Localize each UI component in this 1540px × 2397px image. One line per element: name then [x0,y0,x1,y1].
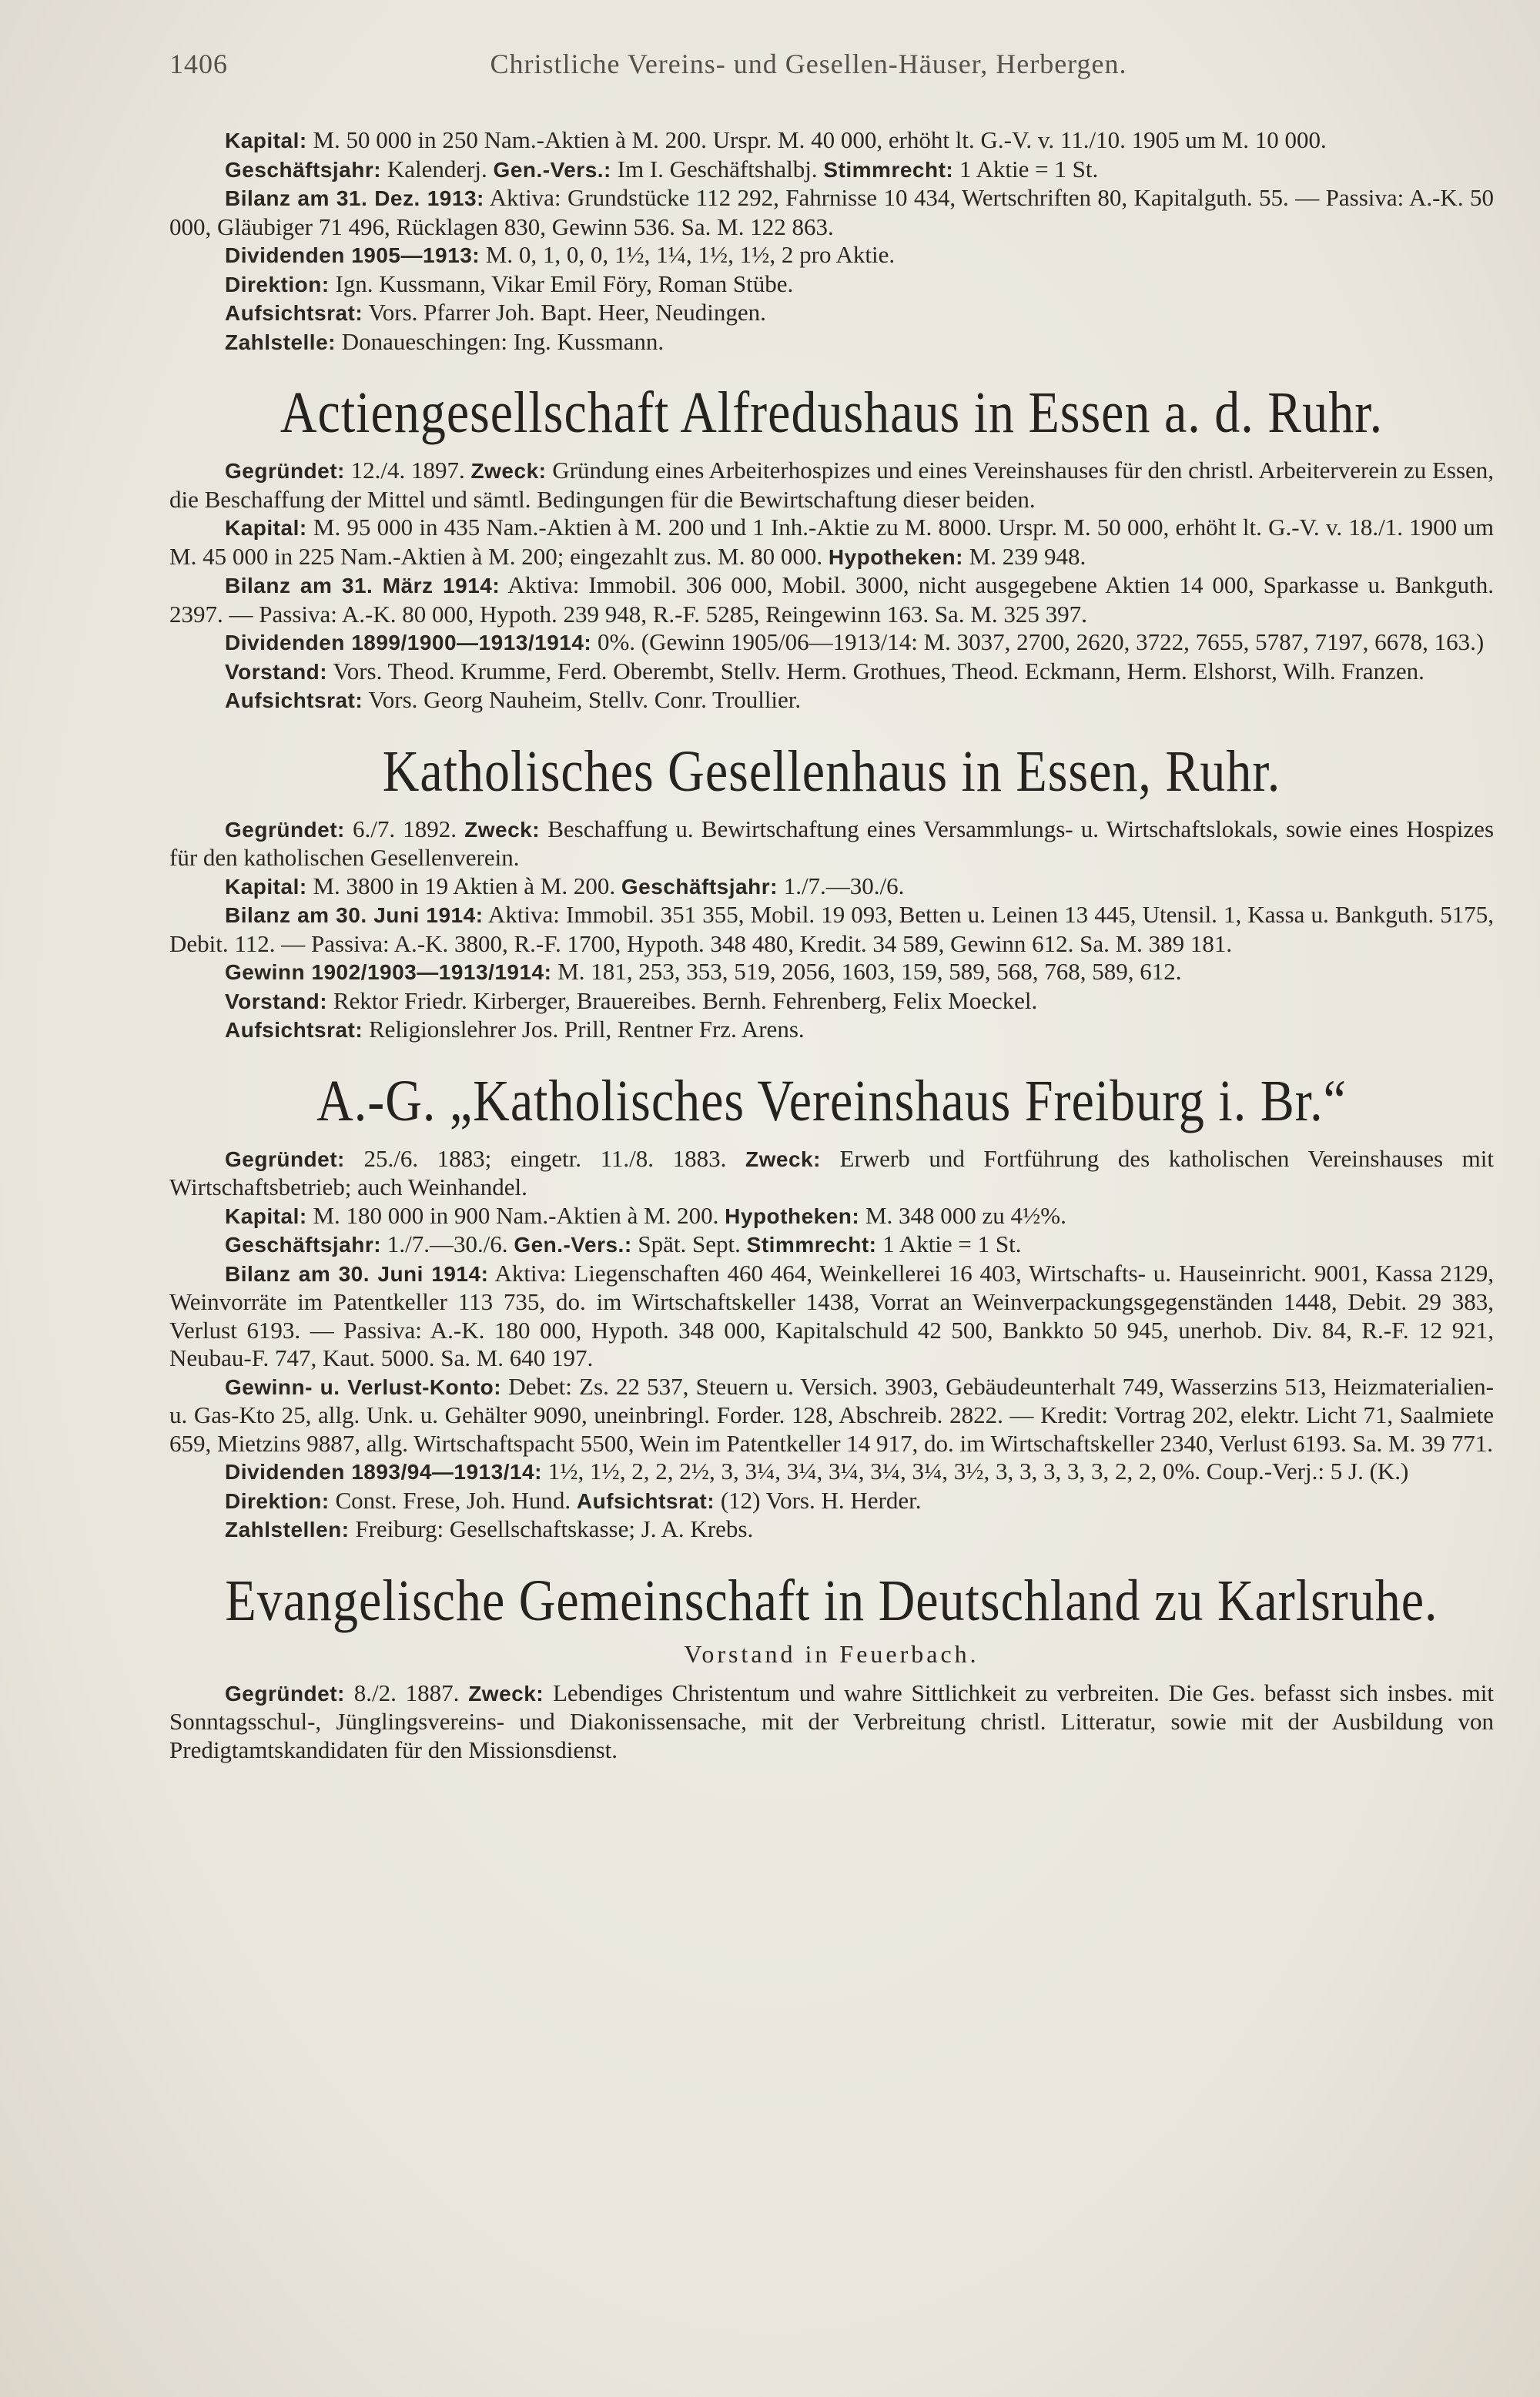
gewinn-paragraph [169,958,1494,987]
aufsichtsrat-label: Aufsichtsrat: [576,1488,715,1513]
geschaeftsjahr-label: Geschäftsjahr: [621,874,778,899]
aufsichtsrat-paragraph [169,686,1494,715]
hypotheken-text: M. 239 948. [969,542,1086,570]
kapital-label: Kapital: [225,1204,307,1228]
geschaeftsjahr-text: Kalenderj. [387,155,487,182]
dividenden-label: Dividenden 1905—1913: [225,243,480,267]
stimmrecht-text: 1 Aktie = 1 St. [882,1230,1022,1257]
direktion-paragraph [169,1487,1494,1516]
dividenden-text: 1½, 1½, 2, 2, 2½, 3, 3¼, 3¼, 3¼, 3¼, 3¼, 3½, 3, 3, 3, 3, 3, 2, 2, 0%. Coup.-Verj.: 5 J. (K.) [547,1458,1409,1485]
hypotheken-text: M. 348 000 zu 4½%. [865,1201,1066,1229]
aufsichtsrat-text: Religionslehrer Jos. Prill, Rentner Frz. Arens. [368,1016,805,1043]
genvers-text: Spät. Sept. [638,1230,741,1257]
gegruendet-text: 25./6. 1883; eingetr. 11./8. 1883. [363,1144,727,1172]
kapital-text: M. 95 000 in 435 Nam.-Aktien à M. 200 und 1 Inh.-Aktie zu M. 8000. Urspr. M. 50 000, erhöht lt. G.-V. v. 18./1. 1900 um M. 45 000 in 225 Nam.-Aktien à M. 200; eingezahlt zus. M. 80 000. [169,514,1495,570]
zahlstelle-label: Zahlstelle: [225,330,336,354]
geschaeftsjahr-label: Geschäftsjahr: [225,1233,382,1257]
page-number: 1406 [169,49,228,79]
gegruendet-text: 8./2. 1887. [353,1679,460,1706]
zahlstelle-paragraph [169,328,1494,357]
zahlstelle-text: Donaueschingen: Ing. Kussmann. [341,327,665,355]
kapital-label: Kapital: [225,129,307,152]
dividenden-label: Dividenden 1899/1900—1913/1914: [225,631,592,654]
geschaeftsjahr-text: 1./7.—30./6. [783,872,905,899]
zweck-label: Zweck: [464,817,541,842]
dividenden-label: Dividenden 1893/94—1913/14: [225,1460,542,1484]
entry-subtitle: Vorstand in Feuerbach. [684,1639,979,1668]
gegruendet-paragraph [169,1679,1494,1765]
gegruendet-paragraph [169,457,1494,514]
bilanz-text: Aktiva: Immobil. 306 000, Mobil. 3000, nicht ausgegebene Aktien 14 000, Sparkasse u. Bankguth. 2397. — Passiva: A.-K. 80 000, Hypoth. 239 948, R.-F. 5285, Reingewinn 163. Sa. M. 325 397. [169,571,1494,628]
entry-alfredushaus [169,380,1495,715]
dividenden-text: M. 0, 1, 0, 0, 1½, 1¼, 1½, 1½, 2 pro Aktie. [485,241,896,268]
direktion-label: Direktion: [225,272,330,296]
direktion-text: Ign. Kussmann, Vikar Emil Föry, Roman Stübe. [335,269,794,297]
bilanz-paragraph [169,1260,1494,1373]
dividenden-text: 0%. (Gewinn 1905/06—1913/14: M. 3037, 2700, 2620, 3722, 7655, 5787, 7197, 6678, 163.) [597,628,1485,655]
gewinnkonto-text: Debet: Zs. 22 537, Steuern u. Versich. 3903, Gebäudeunterhalt 749, Wasserzins 513, Heizmaterialien- u. Gas-Kto 25, allg. Unk. u. Gehälter 9090, uneinbringl. Forder. 128, Abschreib. 2822. — Kredit: Vortrag 202, elektr. Licht 71, Saalmiete 659, Mietzins 9887, allg. Wirtschaftspacht 5500, Wein im Patentkeller 14 917, do. im Wirtschaftskeller 2340, Verlust 6193. Sa. M. 39 771. [169,1372,1495,1457]
geschaeftsjahr-paragraph [169,1230,1494,1260]
gegruendet-label: Gegründet: [225,817,345,842]
bilanz-paragraph [169,571,1494,628]
vorstand-text: Vors. Theod. Krumme, Ferd. Oberembt, Stellv. Herm. Grothues, Theod. Eckmann, Herm. Elshorst, Wilh. Franzen. [333,657,1424,685]
entry-continued [169,126,1494,357]
geschaeftsjahr-text: 1./7.—30./6. [387,1230,508,1257]
gegruendet-paragraph [169,815,1494,872]
kapital-label: Kapital: [225,874,307,899]
direktion-paragraph [169,270,1494,300]
aufsichtsrat-label: Aufsichtsrat: [225,688,363,712]
gegruendet-text: 12./4. 1897. [350,457,465,484]
geschaeftsjahr-paragraph [169,156,1494,185]
bilanz-label: Bilanz am 31. März 1914: [225,574,500,598]
gewinn-text: M. 181, 253, 353, 519, 2056, 1603, 159, 589, 568, 768, 589, 612. [557,958,1182,985]
dividenden-paragraph [169,241,1494,270]
aufsichtsrat-paragraph [169,299,1494,328]
vorstand-paragraph [169,987,1494,1016]
aufsichtsrat-paragraph [169,1016,1494,1045]
hypotheken-label: Hypotheken: [725,1204,860,1228]
stimmrecht-text: 1 Aktie = 1 St. [959,155,1099,182]
gegruendet-paragraph [169,1145,1494,1202]
genvers-label: Gen.-Vers.: [514,1233,632,1257]
kapital-text: M. 180 000 in 900 Nam.-Aktien à M. 200. [313,1201,719,1229]
entry-title: A.-G. „Katholisches Vereinshaus Freiburg i. Br.“ [316,1068,1347,1133]
aufsichtsrat-label: Aufsichtsrat: [225,1018,363,1042]
direktion-label: Direktion: [225,1488,330,1513]
zweck-label: Zweck: [468,1681,544,1706]
hypotheken-label: Hypotheken: [828,544,963,569]
direktion-text: Const. Frese, Joh. Hund. [335,1486,571,1514]
zweck-text: Lebendiges Christentum und wahre Sittlichkeit zu verbreiten. Die Ges. befasst sich insbes. mit Sonntagsschul-, Jünglingsvereins- und Diakonissensache, mit der Verbreitung christl. Litteratur, sowie mit der Ausbildung von Predigtamtskandidaten für den Missionsdienst. [169,1679,1495,1763]
bilanz-paragraph [169,901,1494,958]
zweck-text: Erwerb und Fortführung des katholischen Vereinshauses mit Wirtschaftsbetrieb; auch Weinhandel. [169,1144,1495,1200]
zweck-label: Zweck: [470,459,547,483]
entry-title: Katholisches Gesellenhaus in Essen, Ruhr. [382,738,1281,804]
bilanz-text: Aktiva: Grundstücke 112 292, Fahrnisse 10 434, Wertschriften 80, Kapitalguth. 55. — Passiva: A.-K. 50 000, Gläubiger 71 496, Rücklagen 830, Gewinn 536. Sa. M. 122 863. [169,184,1494,240]
genvers-text: Im I. Geschäftshalbj. [617,155,818,182]
vorstand-paragraph [169,658,1494,687]
dividenden-paragraph [169,1458,1494,1487]
aufsichtsrat-label: Aufsichtsrat: [225,301,363,325]
kapital-paragraph [169,1202,1494,1231]
kapital-label: Kapital: [225,516,307,540]
vorstand-label: Vorstand: [225,989,328,1013]
bilanz-paragraph [169,184,1494,241]
vorstand-text: Rektor Friedr. Kirberger, Brauereibes. Bernh. Fehrenberg, Felix Moeckel. [333,986,1038,1014]
zahlstellen-paragraph [169,1515,1494,1545]
zweck-text: Beschaffung u. Bewirtschaftung eines Versammlungs- u. Wirtschaftslokals, sowie eines Hospizes für den katholischen Gesellenverein. [169,815,1495,871]
aufsichtsrat-text: Vors. Georg Nauheim, Stellv. Conr. Troullier. [368,686,802,713]
zahlstellen-label: Zahlstellen: [225,1518,350,1542]
bilanz-text: Aktiva: Liegenschaften 460 464, Weinkellerei 16 403, Wirtschafts- u. Hauseinricht. 9001, Kassa 2129, Weinvorräte im Patentkeller 113 735, do. im Wirtschaftskeller 1438, Vorrat an Weinverpackungsgegenständen 1448, Debit. 29 383, Verlust 6193. — Passiva: A.-K. 180 000, Hypoth. 348 000, Kapitalschuld 42 500, Bankkto 50 945, unerhob. Div. 84, R.-F. 12 921, Neubau-F. 747, Kaut. 5000. Sa. M. 640 197. [169,1259,1494,1371]
gegruendet-label: Gegründet: [225,1147,345,1171]
kapital-paragraph [169,126,1494,156]
kapital-text: M. 50 000 in 250 Nam.-Aktien à M. 200. Urspr. M. 40 000, erhöht lt. G.-V. v. 11./10. 1905 um M. 10 000. [313,126,1327,153]
stimmrecht-label: Stimmrecht: [823,157,954,182]
zweck-text: Gründung eines Arbeiterhospizes und eines Vereinshauses für den christl. Arbeiterverein zu Essen, die Beschaffung der Mittel und sämtl. Bedingungen für die Bewirtschaftung dieser beiden. [169,457,1495,513]
gegruendet-label: Gegründet: [225,1681,345,1706]
kapital-text: M. 3800 in 19 Aktien à M. 200. [313,872,616,899]
bilanz-label: Bilanz am 31. Dez. 1913: [225,186,484,210]
gegruendet-text: 6./7. 1892. [353,815,457,842]
vorstand-label: Vorstand: [225,659,328,684]
aufsichtsrat-text: Vors. Pfarrer Joh. Bapt. Heer, Neudingen. [368,299,766,326]
entry-evangelische-gemeinschaft [169,1568,1495,1765]
dividenden-paragraph [169,628,1494,658]
stimmrecht-label: Stimmrecht: [746,1233,877,1257]
gewinnkonto-label: Gewinn- u. Verlust-Konto: [225,1374,502,1399]
page-header [169,48,1494,80]
gewinnkonto-paragraph [169,1373,1494,1458]
bilanz-label: Bilanz am 30. Juni 1914: [225,903,484,927]
zweck-label: Zweck: [745,1147,821,1171]
bilanz-text: Aktiva: Immobil. 351 355, Mobil. 19 093, Betten u. Leinen 13 445, Utensil. 1, Kassa u. Bankguth. 5175, Debit. 112. — Passiva: A.-K. 3800, R.-F. 1700, Hypoth. 348 480, Kredit. 34 589, Gewinn 612. Sa. M. 389 181. [169,901,1494,957]
zahlstellen-text: Freiburg: Gesellschaftskasse; J. A. Krebs. [355,1515,754,1542]
gewinn-label: Gewinn 1902/1903—1913/1914: [225,960,552,984]
genvers-label: Gen.-Vers.: [493,157,611,182]
geschaeftsjahr-label: Geschäftsjahr: [225,157,382,182]
gegruendet-label: Gegründet: [225,459,345,483]
entry-gesellenhaus-essen [169,738,1495,1045]
kapital-paragraph [169,872,1494,902]
bilanz-label: Bilanz am 30. Juni 1914: [225,1261,489,1286]
entry-title: Actiengesellschaft Alfredushaus in Essen a. d. Ruhr. [280,380,1384,446]
entry-vereinshaus-freiburg [169,1068,1495,1545]
kapital-paragraph [169,514,1494,571]
entry-title: Evangelische Gemeinschaft in Deutschland zu Karlsruhe. [225,1568,1438,1633]
running-title: Christliche Vereins- und Gesellen-Häuser, Herbergen. [490,49,1127,79]
aufsichtsrat-text: (12) Vors. H. Herder. [720,1486,922,1514]
